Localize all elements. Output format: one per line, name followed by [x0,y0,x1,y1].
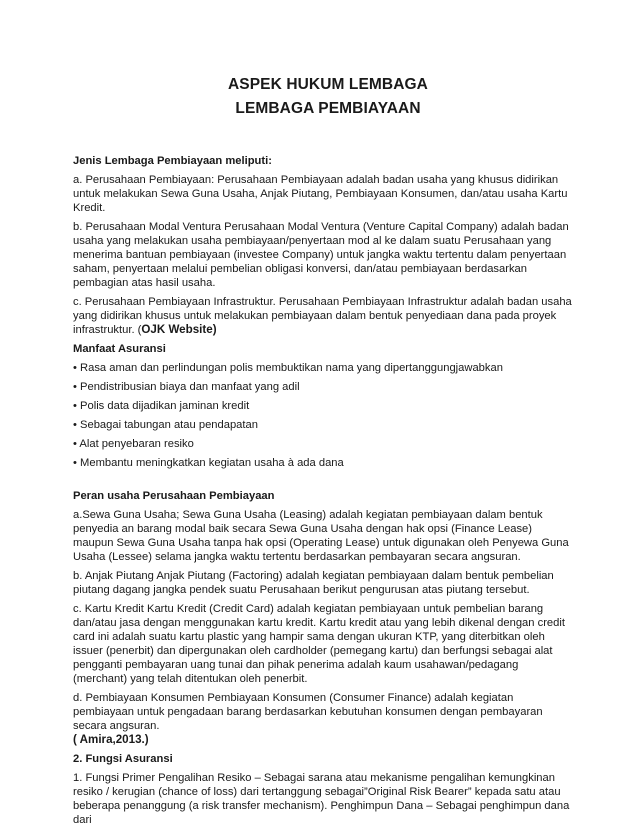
document-title-line-2: LEMBAGA PEMBIAYAAN [235,100,421,117]
spacer [73,475,573,489]
section-heading-peran: Peran usaha Perusahaan Pembiayaan [73,490,275,502]
paragraph-jenis-c-text: c. Perusahaan Pembiayaan Infrastruktur. Perusahaan Pembiayaan Infrastruktur adalah badan usaha yang didirikan khusus untuk melakukan pembiayaan dalam bentuk penyediaan dana pada proyek infrastruktur. ( [73,296,572,336]
bullet-item: • Sebagai tabungan atau pendapatan [73,419,258,431]
paragraph-jenis-b: b. Perusahaan Modal Ventura Perusahaan Modal Ventura (Venture Capital Company) adalah badan usaha yang melakukan usaha pembiayaan/penyertaan mod al ke dalam suatu Perusahaan yang menerima bantuan pembiayaan (investee Company) untuk jangka waktu tertentu dalam penyertaan saham, penyertaan melalui pembelian obligasi konversi, dan/atau pembiayaan berdasarkan pembagian atas hasil usaha. [73,221,569,289]
bullet-item: • Alat penyebaran resiko [73,438,194,450]
paragraph-peran-b: b. Anjak Piutang Anjak Piutang (Factoring) adalah kegiatan pembiayaan dalam bentuk pembelian piutang dagang jangka pendek suatu Perusahaan berikut pengurusan atas piutang tersebut. [73,570,554,596]
paragraph-fungsi-1: 1. Fungsi Primer Pengalihan Resiko – Sebagai sarana atau mekanisme pengalihan kemungkinan resiko / kerugian (chance of loss) dari tertanggung sebagai”Original Risk Bearer” kepada satu atau beberapa penanggung (a risk transfer mechanism). Penghimpun Dana – Sebagai penghimpun dana dari [73,772,570,826]
document-title-line-1: ASPEK HUKUM LEMBAGA [228,76,428,93]
bullet-item: • Pendistribusian biaya dan manfaat yang adil [73,381,300,393]
paragraph-jenis-a: a. Perusahaan Pembiayaan: Perusahaan Pembiayaan adalah badan usaha yang khusus didirikan untuk melakukan Sewa Guna Usaha, Anjak Piutang, Pembiayaan Konsumen, dan/atau usaha Kartu Kredit. [73,174,568,214]
section-heading-jenis: Jenis Lembaga Pembiayaan meliputi: [73,155,272,167]
bullet-item: • Membantu meningkatkan kegiatan usaha à ada dana [73,457,344,469]
citation-amira: ( Amira,2013.) [73,733,149,746]
bullet-item: • Polis data dijadikan jaminan kredit [73,400,250,412]
document-body [73,154,573,832]
citation-ojk: OJK Website) [141,323,217,336]
paragraph-peran-d-text: d. Pembiayaan Konsumen Pembiayaan Konsumen (Consumer Finance) adalah kegiatan pembiayaan untuk pengadaan barang berdasarkan kebutuhan konsumen dengan pembayaran secara angsuran. [73,692,543,732]
section-heading-fungsi: 2. Fungsi Asuransi [73,753,173,765]
paragraph-peran-d [73,691,573,747]
bullet-item: • Rasa aman dan perlindungan polis membuktikan nama yang dipertanggungjawabkan [73,362,503,374]
paragraph-peran-a: a.Sewa Guna Usaha; Sewa Guna Usaha (Leasing) adalah kegiatan pembiayaan dalam bentuk penyedia an barang modal baik secara Sewa Guna Usaha dengan hak opsi (Finance Lease) maupun Sewa Guna Usaha tanpa hak opsi (Operating Lease) untuk digunakan oleh Penyewa Guna Usaha (Lessee) selama jangka waktu tertentu berdasarkan pembayaran secara angsuran. [73,509,569,563]
paragraph-peran-c: c. Kartu Kredit Kartu Kredit (Credit Card) adalah kegiatan pembiayaan untuk pembelian barang dan/atau jasa dengan menggunakan kartu kredit. Kartu kredit atau yang lebih dikenal dengan credit card ini adalah suatu kartu plastic yang hampir sama dengan ukuran KTP, yang diterbitkan oleh issuer (penerbit) dan dipergunakan oleh cardholder (pemegang kartu) dan berfungsi sebagai alat pengganti pembayaran uang tunai dan pihak penerima adalah kaum usahawan/pedagang (merchant) yang telah ditentukan oleh penerbit. [73,603,565,685]
section-heading-manfaat: Manfaat Asuransi [73,343,166,355]
paragraph-jenis-c [73,295,573,337]
